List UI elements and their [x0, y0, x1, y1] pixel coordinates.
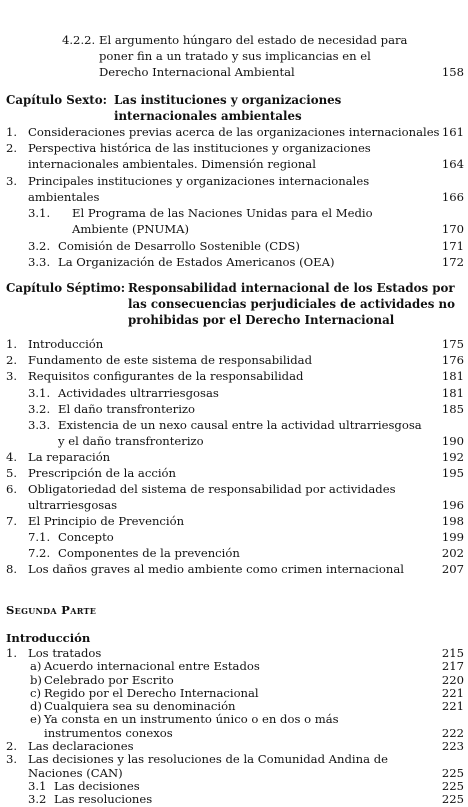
entry-number: 4.2.2. — [62, 33, 96, 47]
entry-number: 3.2. — [28, 402, 51, 416]
chapter-heading — [0, 296, 468, 312]
entry-number: 2. — [6, 141, 18, 155]
toc-entry-line — [0, 32, 468, 48]
entry-number: 3.3. — [28, 418, 51, 432]
entry-title: Principales instituciones y organizaciones internacionales — [28, 174, 370, 188]
toc-entry-line — [0, 336, 468, 352]
entry-title: Ya consta en un instrumento único o en dos o más — [44, 712, 339, 727]
chapter-title: las consecuencias perjudiciales de actividades no — [128, 297, 455, 311]
toc-entry-line — [0, 545, 468, 561]
page-number: 181 — [441, 386, 464, 400]
entry-title: Concepto — [58, 530, 114, 544]
page-number: 221 — [441, 685, 464, 700]
entry-title: instrumentos conexos — [44, 725, 173, 740]
entry-title: poner fin a un tratado y sus implicancias en el — [99, 49, 371, 63]
page-number: 192 — [441, 450, 464, 464]
chapter-title: prohibidas por el Derecho Internacional — [128, 313, 395, 327]
entry-title: Las declaraciones — [28, 738, 134, 753]
page-number: 166 — [441, 190, 464, 204]
entry-title: y el daño transfronterizo — [58, 434, 204, 448]
entry-title: Perspectiva histórica de las instituciones y organizaciones — [28, 141, 371, 155]
entry-title: Ambiente (PNUMA) — [72, 222, 190, 236]
chapter-title: internacionales ambientales — [114, 109, 302, 123]
entry-number: 2. — [6, 738, 18, 753]
entry-title: Acuerdo internacional entre Estados — [44, 659, 260, 674]
entry-number: c) — [30, 685, 42, 700]
page-number: 199 — [441, 530, 464, 544]
page-number: 222 — [441, 725, 464, 740]
entry-number: 1. — [6, 125, 18, 139]
entry-title: Fundamento de este sistema de responsabilidad — [28, 353, 313, 367]
toc-entry-line — [0, 497, 468, 513]
entry-title: Las resoluciones — [54, 792, 153, 807]
toc-entry-line — [0, 48, 468, 64]
entry-title: Requisitos configurantes de la responsabilidad — [28, 369, 304, 383]
chapter-title: Las instituciones y organizaciones — [114, 93, 342, 107]
page-number: 225 — [441, 765, 464, 780]
page-number: 176 — [441, 353, 464, 367]
entry-number: 3.3. — [28, 255, 51, 269]
entry-number: 4. — [6, 450, 18, 464]
toc-entry-line — [0, 401, 468, 417]
page-number: 158 — [441, 65, 464, 79]
entry-title: Regido por el Derecho Internacional — [44, 685, 259, 700]
toc-entry-line — [0, 417, 468, 433]
toc-entry-line — [0, 64, 468, 80]
part-heading — [0, 602, 468, 618]
page-number: 195 — [441, 466, 464, 480]
entry-number: 8. — [6, 562, 18, 576]
entry-number: 3.1. — [28, 206, 51, 220]
entry-number: d) — [30, 699, 42, 714]
chapter-heading — [0, 92, 468, 108]
toc-entry-line — [0, 173, 468, 189]
chapter-label: Capítulo Sexto: — [6, 93, 107, 107]
chapter-heading — [0, 280, 468, 296]
page-number: 181 — [441, 369, 464, 383]
page-number: 225 — [441, 792, 464, 807]
page-number: 171 — [441, 239, 464, 253]
toc-entry-line — [0, 513, 468, 529]
entry-number: 1. — [6, 646, 18, 660]
entry-title: Las decisiones y las resoluciones de la Comunidad Andina de — [28, 752, 388, 767]
page-number: 207 — [441, 562, 464, 576]
page-number: 161 — [441, 125, 464, 139]
page-number: 221 — [441, 699, 464, 714]
page-number: 196 — [441, 498, 464, 512]
entry-number: 5. — [6, 466, 18, 480]
page-number: 220 — [441, 672, 464, 687]
toc-entry-line — [0, 156, 468, 172]
page-number: 202 — [441, 546, 464, 560]
entry-title: ambientales — [28, 190, 100, 204]
toc-entry-line — [0, 254, 468, 270]
toc-entry-line — [0, 465, 468, 481]
toc-entry-line — [0, 561, 468, 577]
entry-title: Las decisiones — [54, 778, 140, 793]
entry-title: Cualquiera sea su denominación — [44, 699, 236, 714]
entry-title: Existencia de un nexo causal entre la actividad ultrarriesgosa — [58, 418, 422, 432]
entry-title: El daño transfronterizo — [58, 402, 195, 416]
chapter-label: Capítulo Séptimo: — [6, 281, 126, 295]
page-number: 190 — [441, 434, 464, 448]
entry-title: Los daños graves al medio ambiente como crimen internacional — [28, 562, 404, 576]
chapter-heading — [0, 108, 468, 124]
entry-number: 2. — [6, 353, 18, 367]
entry-title: El Programa de las Naciones Unidas para el Medio — [72, 206, 373, 220]
page-number: 215 — [441, 646, 464, 660]
page-number: 217 — [441, 659, 464, 674]
chapter-heading — [0, 312, 468, 328]
entry-title: El Principio de Prevención — [28, 514, 185, 528]
entry-title: La reparación — [28, 450, 111, 464]
entry-title: ultrarriesgosas — [28, 498, 118, 512]
entry-number: 3.1 — [28, 778, 47, 793]
page-number: 225 — [441, 778, 464, 793]
toc-entry-line — [0, 124, 468, 140]
entry-title: El argumento húngaro del estado de necesidad para — [99, 33, 408, 47]
entry-number: 3.2. — [28, 239, 51, 253]
toc-entry-line — [0, 433, 468, 449]
entry-number: 3. — [6, 174, 18, 188]
toc-entry-line — [0, 481, 468, 497]
entry-number: e) — [30, 712, 42, 727]
page-number: 164 — [441, 157, 464, 171]
toc-entry-line — [0, 368, 468, 384]
entry-title: Derecho Internacional Ambiental — [99, 65, 295, 79]
entry-title: Consideraciones previas acerca de las organizaciones internacionales — [28, 125, 440, 139]
toc-entry-line — [0, 189, 468, 205]
entry-number: 6. — [6, 482, 18, 496]
entry-title: Celebrado por Escrito — [44, 672, 174, 687]
toc-entry-line — [0, 205, 468, 221]
entry-number: b) — [30, 672, 42, 687]
entry-title: Comisión de Desarrollo Sostenible (CDS) — [58, 239, 300, 253]
entry-number: 1. — [6, 337, 18, 351]
entry-title: Naciones (CAN) — [28, 765, 123, 780]
entry-title: Componentes de la prevención — [58, 546, 240, 560]
entry-title: Prescripción de la acción — [28, 466, 176, 480]
entry-title: Los tratados — [28, 646, 102, 660]
entry-number: 7. — [6, 514, 18, 528]
entry-number: 7.2. — [28, 546, 51, 560]
intro-heading — [0, 630, 468, 646]
entry-title: Obligatoriedad del sistema de responsabilidad por actividades — [28, 482, 396, 496]
intro-title: Introducción — [6, 631, 91, 645]
toc-entry-line — [0, 529, 468, 545]
entry-number: 7.1. — [28, 530, 51, 544]
page-number: 172 — [441, 255, 464, 269]
toc-entry-line — [0, 791, 468, 807]
page-number: 175 — [441, 337, 464, 351]
entry-number: 3.2 — [28, 792, 47, 807]
entry-number: 3. — [6, 752, 18, 767]
toc-entry-line — [0, 449, 468, 465]
page-number: 170 — [441, 222, 464, 236]
page-number: 198 — [441, 514, 464, 528]
entry-title: internacionales ambientales. Dimensión regional — [28, 157, 316, 171]
page-number: 185 — [441, 402, 464, 416]
chapter-title: Responsabilidad internacional de los Estados por — [128, 281, 455, 295]
entry-title: La Organización de Estados Americanos (OEA) — [58, 255, 335, 269]
toc-entry-line — [0, 352, 468, 368]
toc-entry-line — [0, 238, 468, 254]
toc-entry-line — [0, 221, 468, 237]
entry-title: Introducción — [28, 337, 104, 351]
entry-number: a) — [30, 659, 42, 674]
toc-entry-line — [0, 385, 468, 401]
toc-entry-line — [0, 140, 468, 156]
part-title: Segunda Parte — [6, 603, 97, 617]
entry-title: Actividades ultrarriesgosas — [58, 386, 219, 400]
entry-number: 3.1. — [28, 386, 51, 400]
page-number: 223 — [441, 738, 464, 753]
entry-number: 3. — [6, 369, 18, 383]
